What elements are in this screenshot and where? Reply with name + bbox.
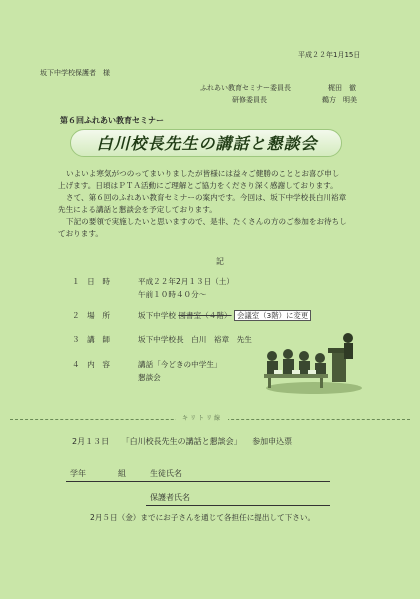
detail-label-content: ４ 内 容 — [72, 360, 110, 369]
detail-label-date: １ 日 時 — [72, 277, 110, 286]
detail-label-lecturer: ３ 講 師 — [72, 335, 110, 344]
intro-text — [58, 168, 347, 240]
intro-line: いよいよ寒気がつのってまいりましたが皆様には益々ご健勝のこととお喜び申し — [66, 169, 340, 178]
detail-value-place — [138, 310, 311, 322]
issue-date: 平成２２年1月15日 — [298, 51, 361, 59]
seminar-subtitle: 第６回ふれあい教育セミナー — [60, 116, 164, 125]
seminar-title: 白川校長先生の講話と懇談会 — [96, 134, 318, 153]
sender-title-1: ふれあい教育セミナー委員長 — [200, 84, 291, 92]
class-label: 組 — [118, 469, 126, 478]
classroom-illustration — [262, 330, 366, 396]
form-heading — [72, 436, 292, 447]
student-name-line[interactable] — [66, 481, 330, 482]
sender-name-1: 梶田 徹 — [328, 84, 356, 92]
detail-value-content-2: 懇談会 — [138, 373, 161, 382]
sender-title-2: 研修委員長 — [232, 96, 267, 104]
place-school: 坂下中学校 — [138, 311, 176, 320]
grade-label: 学年 — [70, 469, 86, 478]
detail-value-time: 午前１０時４０分～ — [138, 290, 207, 299]
sender-name-2: 鵜方 明美 — [322, 96, 357, 104]
cut-label: キリトリ線 — [176, 413, 228, 422]
intro-line: 下記の要領で実施したいと思いますので、是非、たくさんの方のご参加をお待ちし — [66, 217, 347, 226]
intro-line: ております。 — [58, 229, 103, 238]
detail-value-content: 講話「今どきの中学生」 — [138, 360, 222, 369]
submission-note: 2月５日（金）までにお子さんを通じて各担任に提出して下さい。 — [90, 513, 316, 522]
form-heading-suffix: 参加申込票 — [252, 437, 293, 446]
detail-value-date: 平成２２年2月１３日（土） — [138, 277, 234, 286]
addressee: 坂下中学校保護者 様 — [40, 69, 110, 77]
student-name-label: 生徒氏名 — [150, 469, 182, 478]
place-struck: 図書室（４階） — [178, 311, 232, 320]
ki-mark: 記 — [216, 257, 224, 266]
intro-line: 先生による講話と懇談会を予定しております。 — [58, 205, 217, 214]
form-heading-title: 「白川校長先生の講話と懇談会」 — [121, 437, 242, 446]
guardian-name-label: 保護者氏名 — [150, 493, 190, 502]
detail-value-lecturer: 坂下中学校長 白川 裕章 先生 — [138, 335, 252, 344]
intro-line: さて、第６回のふれあい教育セミナーの案内です。今回は、坂下中学校長白川裕章 — [66, 193, 347, 202]
intro-line: 上げます。日頃はＰＴＡ活動にご理解とご協力をくださり深く感謝しております。 — [58, 181, 338, 190]
guardian-name-line[interactable] — [146, 505, 330, 506]
place-correction: 会議室（3階）に変更 — [234, 310, 311, 321]
form-heading-date: 2月１３日 — [72, 437, 110, 446]
detail-label-place: ２ 場 所 — [72, 311, 110, 320]
